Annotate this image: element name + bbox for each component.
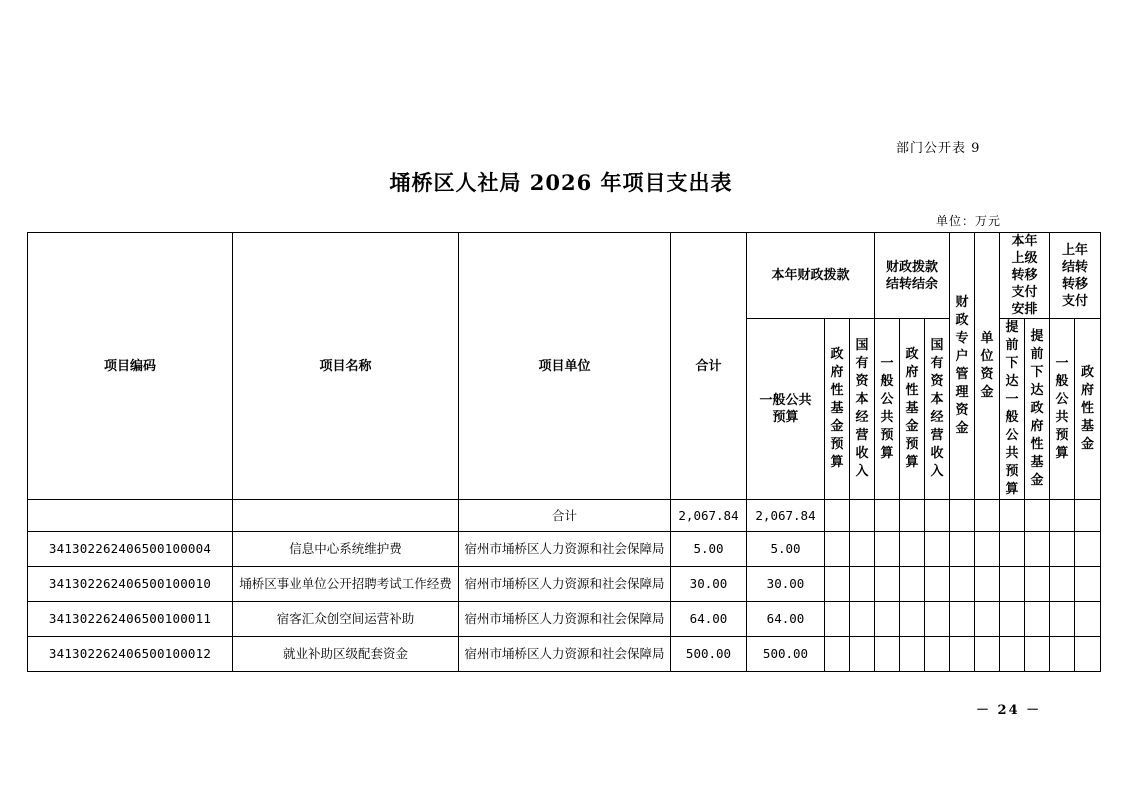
row-total: 5.00 [671,532,747,567]
project-unit: 宿州市埇桥区人力资源和社会保障局 [459,602,671,637]
project-name: 埇桥区事业单位公开招聘考试工作经费 [233,567,459,602]
page-number: － 24 － [976,703,1042,718]
form-number: 部门公开表 9 [896,141,981,156]
project-code: 341302262406500100004 [28,532,233,567]
table-row [28,532,1101,567]
row-total: 64.00 [671,602,747,637]
project-name: 就业补助区级配套资金 [233,637,459,672]
header-prev-transfer: 上年结转转移支付 [1050,233,1101,319]
project-code: 341302262406500100011 [28,602,233,637]
project-name: 宿客汇众创空间运营补助 [233,602,459,637]
row-general-budget: 30.00 [747,567,825,602]
subheader-advance-gov-fund: 提前下达政府性基金 [1025,319,1050,500]
subheader-state-capital: 国有资本经营收入 [850,319,875,500]
row-total: 30.00 [671,567,747,602]
subheader-carryover-state-capital: 国有资本经营收入 [925,319,950,500]
project-unit: 宿州市埇桥区人力资源和社会保障局 [459,567,671,602]
table-row [28,567,1101,602]
project-expenditure-table [27,232,1101,672]
unit-label: 单位：万元 [936,214,1002,228]
project-code: 341302262406500100012 [28,637,233,672]
subheader-carryover-general: 一般公共预算 [875,319,900,500]
project-code: 341302262406500100010 [28,567,233,602]
row-general-budget: 500.00 [747,637,825,672]
subheader-gov-fund: 政府性基金预算 [825,319,850,500]
project-name: 信息中心系统维护费 [233,532,459,567]
header-upper-transfer: 本年上级转移支付安排 [1000,233,1050,319]
table-header [28,233,1101,500]
table-row [28,602,1101,637]
header-total: 合计 [671,233,747,500]
row-general-budget: 64.00 [747,602,825,637]
subheader-carryover-gov-fund: 政府性基金预算 [900,319,925,500]
subheader-prev-gov-fund: 政府性基金 [1075,319,1101,500]
page-title: 埇桥区人社局 2026 年项目支出表 [389,170,733,195]
header-project-name: 项目名称 [233,233,459,500]
subheader-advance-general: 提前下达一般公共预算 [1000,319,1025,500]
row-total: 500.00 [671,637,747,672]
project-unit: 宿州市埇桥区人力资源和社会保障局 [459,532,671,567]
total-label: 合计 [459,500,671,532]
header-project-unit: 项目单位 [459,233,671,500]
subheader-general-budget: 一般公共预算 [747,319,825,500]
project-unit: 宿州市埇桥区人力资源和社会保障局 [459,637,671,672]
table-body [28,500,1101,672]
total-name-cell [233,500,459,532]
header-current-appropriation: 本年财政拨款 [747,233,875,319]
total-row [28,500,1101,532]
header-carryover: 财政拨款结转结余 [875,233,950,319]
table-row [28,637,1101,672]
row-general-budget: 5.00 [747,532,825,567]
header-project-code: 项目编码 [28,233,233,500]
total-general-budget: 2,067.84 [747,500,825,532]
total-code-cell [28,500,233,532]
header-unit-funds: 单位资金 [975,233,1000,500]
header-special-account-funds: 财政专户管理资金 [950,233,975,500]
total-amount: 2,067.84 [671,500,747,532]
subheader-prev-general: 一般公共预算 [1050,319,1075,500]
